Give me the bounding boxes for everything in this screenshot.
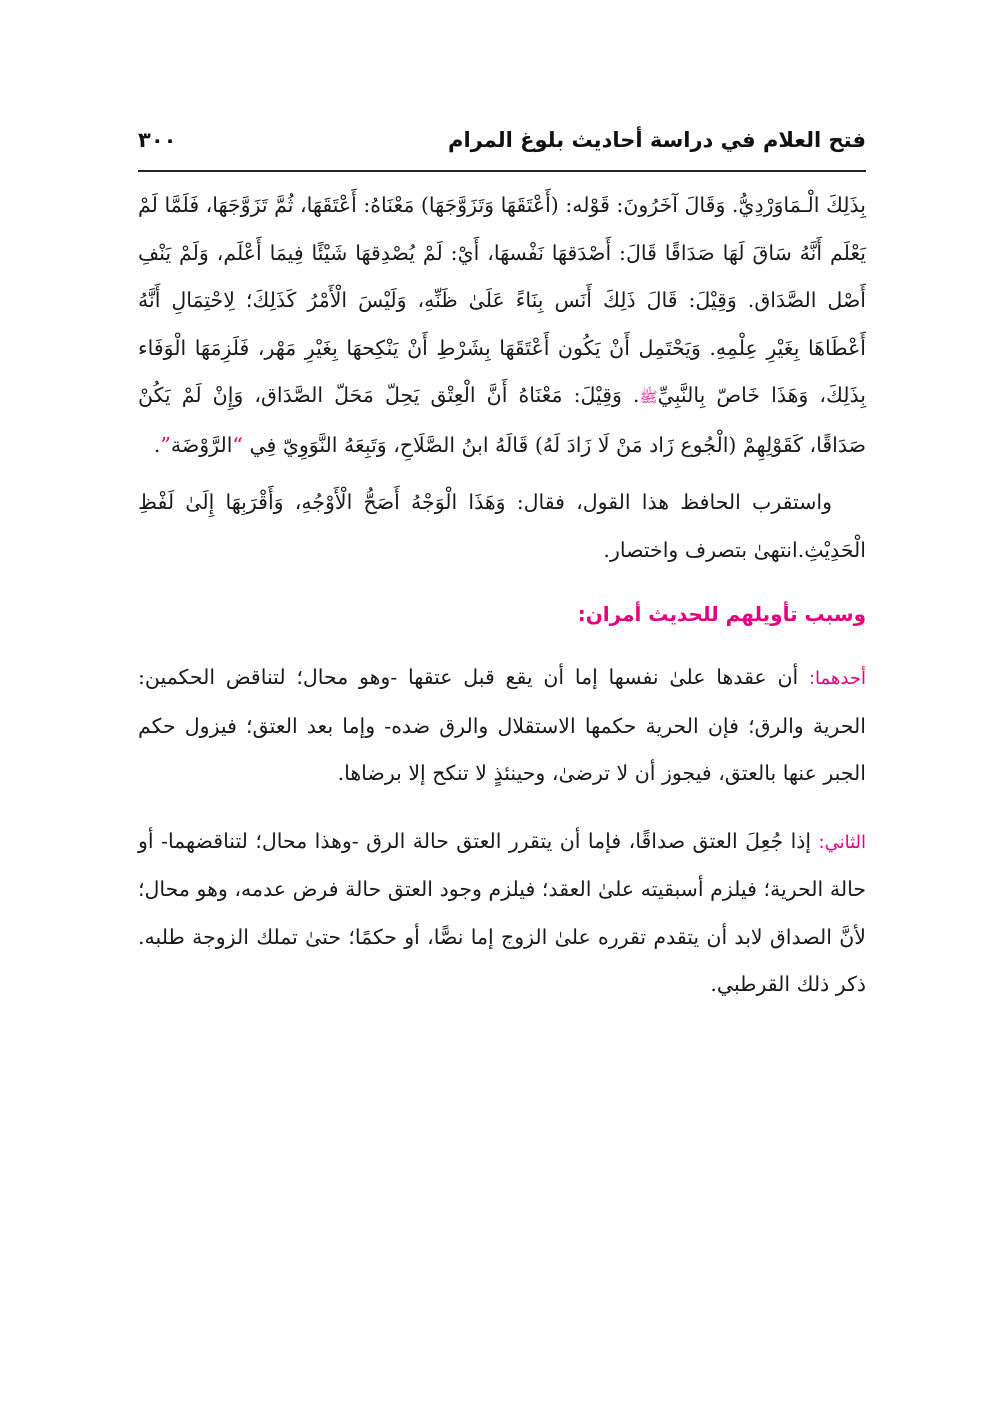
paragraph-text: إذا جُعِلَ العتق صداقًا، فإما أن يتقرر العتق حالة الرق -وهذا محال؛ لتناقضهما- أو حالة الحرية؛ فيلزم أسبقيته علىٰ العقد؛ فيلزم وجود العتق حالة فرض عدمه، وهو محال؛ لأنَّ الصداق لابد أن يتقدم تقرره علىٰ الزوج إما نصًّا، أو حكمًا؛ حتىٰ تملك الزوجة طلبه. ذكر ذلك القرطبي. [138,828,866,996]
quote-close-mark: ” [160,432,171,457]
paragraph-second-reason [138,818,866,1009]
running-header [138,118,866,172]
lead-label: أحدهما: [808,668,866,689]
paragraph-hafiz [138,479,866,574]
quote-open-mark: “ [232,432,243,457]
lead-label: الثاني: [818,831,866,853]
quoted-title: الرَّوْضَة [170,432,233,457]
book-page [138,118,866,1009]
paragraph-text: . وَقِيْلَ: مَعْنَاهُ أَنَّ الْعِتْق يَحِلّ مَحَلّ الصَّدَاق، وَإِنْ لَمْ يَكُنْ صَدَاقًا، كَقَوْلِهِمْ (الْجُوع زَاد مَنْ لَا زَادَ لَهُ) قَالَهُ ابنُ الصَّلَاحِ، وَتَبِعَهُ النَّوَوِيّ فِي [138,383,866,457]
paragraph-commentary [138,182,866,469]
paragraph-first-reason [138,654,866,798]
paragraph-text: أن عقدها علىٰ نفسها إما أن يقع قبل عتقها -وهو محال؛ لتناقض الحكمين: الحرية والرق؛ فإن الحرية حكمها الاستقلال والرق ضده- وإما بعد العتق؛ فيزول حكم الجبر عنها بالعتق، فيجوز أن لا ترضىٰ، وحينئذٍ لا تنكح إلا برضاها. [138,665,866,785]
paragraph-text: بِذَلِكَ الْـمَاوَرْدِيُّ. وَقَالَ آخَرُونَ: قَوْله: (أَعْتَقَهَا وَتَزَوَّجَهَا) مَعْنَاهُ: أَعْتَقَهَا، ثُمَّ تَزَوَّجَهَا، فَلَمَّا لَمْ يَعْلَم أَنَّهُ سَاقَ لَهَا صَدَاقًا قَالَ: أَصْدَقهَا نَفْسهَا، أَيْ: لَمْ يُصْدِقهَا شَيْئًا فِيمَا أَعْلَم، وَلَمْ يَنْفِ أَصْل الصَّدَاق. وَقِيْلَ: قَالَ ذَلِكَ أَنَس بِنَاءً عَلَىٰ ظَنِّهِ، وَلَيْسَ الْأَمْرُ كَذَلِكَ؛ لِاحْتِمَالِ أَنَّهُ أَعْطَاهَا بِغَيْرِ عِلْمِهِ. وَيَحْتَمِل أَنْ يَكُون أَعْتَقَهَا بِشَرْطِ أَنْ يَنْكِحهَا بِغَيْرِ مَهْر، فَلَزِمَهَا الْوَفَاء بِذَلِكَ، وَهَذَا خَاصّ بِالنَّبِيِّ [138,193,866,407]
paragraph-text: واستقرب الحافظ هذا القول، فقال: وَهَذَا الْوَجْهُ أَصَحُّ الْأَوْجُهِ، وَأَقْرَبِهَا إِلَىٰ لَفْظِ الْحَدِيْثِ.انتهىٰ بتصرف واختصار. [138,490,866,562]
book-title: فتح العلام في دراسة أحاديث بلوغ المرام [448,128,866,152]
honorific-glyph: ﷺ [639,388,658,406]
paragraph-text: . [153,432,161,457]
section-heading: وسبب تأويلهم للحديث أمران: [577,602,866,626]
page-number: ٣٠٠ [138,128,177,152]
